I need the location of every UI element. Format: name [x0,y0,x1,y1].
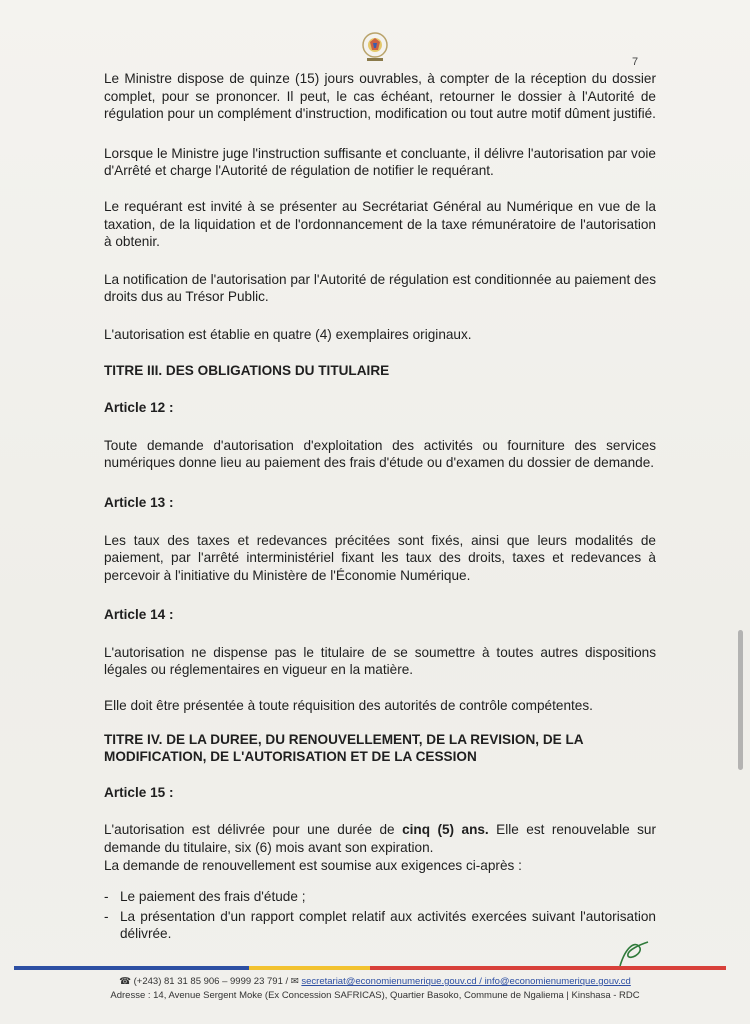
article-15-heading: Article 15 : [104,784,174,800]
page-number: 7 [632,56,639,68]
article-13-heading: Article 13 : [104,494,174,510]
paragraph: Lorsque le Ministre juge l'instruction suffisante et concluante, il délivre l'autorisation par voie d'Arrêté et charge l'Autorité de régulation de notifier le requérant. [104,145,656,179]
footer-address: Adresse : 14, Avenue Sergent Moke (Ex Concession SAFRICAS), Quartier Basoko, Commune de Ngaliema | Kinshasa - RDC [110,990,640,1001]
article-12-heading: Article 12 : [104,400,174,416]
paragraph: Le Ministre dispose de quinze (15) jours ouvrables, à compter de la réception du dossier complet, pour se prononcer. Il peut, le cas échéant, retourner le dossier à l'Autorité de régulation pour un complément d'instruction, modification ou tout autre motif dûment justifié. [104,71,656,122]
article-15-text-2: La demande de renouvellement est soumise aux exigences ci-après : [104,857,522,873]
footer-contact [0,976,750,987]
article-13-text: Les taux des taxes et redevances précitées sont fixés, ainsi que leurs modalités de paiement, par l'arrêté interministériel fixant les taux des droits, taxes et redevances à percevoir à l'initiative du Ministère de l'Économie Numérique. [104,532,656,583]
article-15-text: L'autorisation est délivrée pour une durée de cinq (5) ans. Elle est renouvelable sur demande du titulaire, six (6) mois avant son expiration. [104,822,657,856]
flag-color-bar [14,966,726,970]
article-14-text-2: Elle doit être présentée à toute réquisition des autorités de contrôle compétentes. [104,698,593,714]
email-link[interactable]: secretariat@economienumerique.gouv.cd / info@economienumerique.gouv.cd [301,976,631,987]
duration-emphasis: cinq (5) ans. [402,822,489,838]
paragraph: Le requérant est invité à se présenter au Secrétariat Général au Numérique en vue de la taxation, de la liquidation et de l'ordonnancement de la taxe rémunératoire de l'autorisation à obtenir. [104,198,656,250]
article-12-text: Toute demande d'autorisation d'exploitation des activités ou fourniture des services numériques donne lieu au paiement des frais d'étude ou d'examen du dossier de demande. [104,437,656,471]
list-item: - La présentation d'un rapport complet relatif aux activités exercées suivant l'autorisation délivrée. [104,908,656,943]
list-item: - Le paiement des frais d'étude ; [104,888,656,906]
document-body [104,70,656,945]
article-14-text: L'autorisation ne dispense pas le titulaire de se soumettre à toutes autres dispositions légales ou réglementaires en vigueur en la matière. [104,644,656,678]
scrollbar[interactable] [738,630,743,770]
coat-of-arms-logo [358,30,392,64]
article-14-heading: Article 14 : [104,607,174,623]
paragraph: L'autorisation est établie en quatre (4) exemplaires originaux. [104,326,472,342]
requirements-list [104,888,656,943]
paragraph: La notification de l'autorisation par l'Autorité de régulation est conditionnée au paiement des droits dus au Trésor Public. [104,271,656,305]
section-title-titre-4: TITRE IV. DE LA DUREE, DU RENOUVELLEMENT, DE LA REVISION, DE LA MODIFICATION, DE L'AUTORISATION ET DE LA CESSION [104,731,584,765]
phone-info: ☎ (+243) 81 31 85 906 – 9999 23 791 / ✉ [119,976,302,987]
section-title-titre-3: TITRE III. DES OBLIGATIONS DU TITULAIRE [104,362,390,378]
